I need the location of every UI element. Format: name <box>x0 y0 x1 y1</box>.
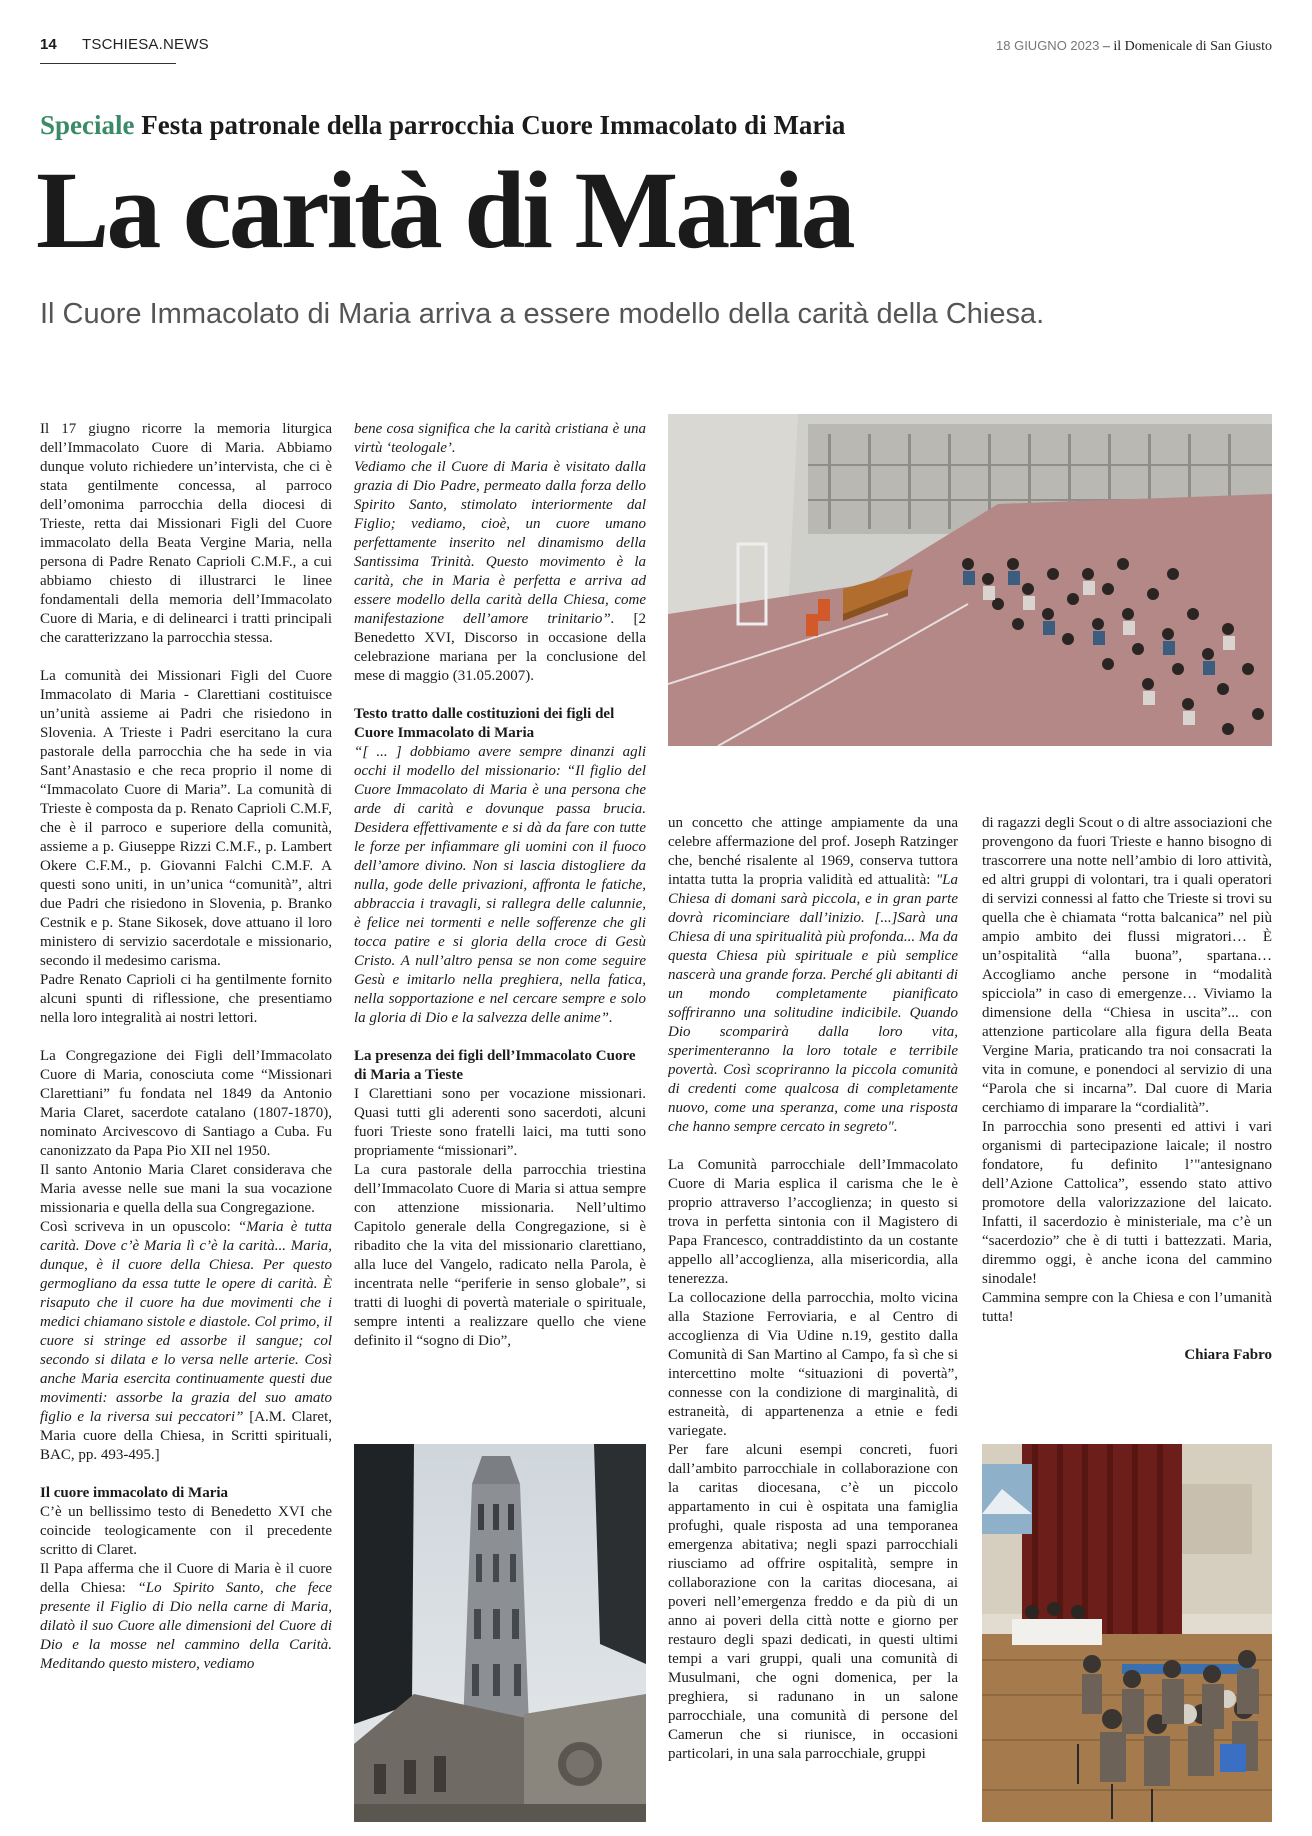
header-rule <box>40 63 176 64</box>
paragraph: La comunità dei Missionari Figli del Cuore Immacolato di Maria - Clarettiani costituisce un’unità assieme ai Padri che risiedono in Slovenia. A Trieste i Padri esercitano la cura pastorale della parrocchia che ha sede in via Sant’Anastasio e che reca proprio il nome di “Immacolato Cuore di Maria”. La comunità di Trieste è composta da p. Renato Caprioli C.M.F, che è il parroco e superiore della comunità, assieme a p. Giuseppe Rizzi C.M.F., p. Lambert Okere C.F.M., p. Giovanni Falchi C.M.F. A questi sono uniti, in un’unica “comunità”, altri due Padri che risiedono in Slovenia, p. Branko Cestnik e p. Stane Sikosek, dove attuano il loro ministero di servizio sacerdotale e missionario, secondo il medesimo carisma. <box>40 668 332 969</box>
column-1 <box>40 420 332 1820</box>
quote: “Lo Spirito Santo, che fece presente il Figlio di Dio nella carne di Maria, dilatò il suo Cuore alle dimensioni del Cuore di Dio e la mosse nel cammino della Carità. Meditando questo mistero, vediamo <box>40 1580 332 1672</box>
article-title: La carità di Maria <box>36 149 853 271</box>
issue-line <box>996 38 1272 55</box>
paragraph: La collocazione della parrocchia, molto vicina alla Stazione Ferroviaria, e al Centro di accoglienza di Via Udine n.19, gestito dalla Comunità di San Martino al Campo, fa sì che si intercettino molte “situazioni di povertà”, connesse con la condizione di marginalità, di estraneità, di appartenenza a etnie e fedi variegate. <box>668 1290 958 1439</box>
kicker <box>40 110 845 141</box>
paragraph: Il 17 giugno ricorre la memoria liturgica dell’Immacolato Cuore di Maria. Abbiamo dunque voluto richiedere un’intervista, che ci è stata gentilmente concessa, al parroco dell’omonima parrocchia della diocesi di Trieste, retta dai Missionari Figli del Cuore immacolato della Beata Vergine Maria, nella persona di Padre Renato Caprioli C.M.F., a cui abbiamo chiesto di illustrarci le linee fondamentali della memoria dell’Immacolato Cuore di Maria, e di delinearci i tratti principali che caratterizzano la parrocchia stessa. <box>40 421 332 646</box>
quote: bene cosa significa che la carità cristiana è una virtù ‘teologale’. <box>354 421 646 456</box>
quote: Vediamo che il Cuore di Maria è visitato dalla grazia di Dio Padre, permeato dalla forza dello Spirito Santo, stimolato interiormente dal Figlio; vediamo, cioè, un cuore umano perfettamente inserito nel dinamismo della Santissima Trinità. Questo movimento è la carità, che in Maria è perfetta e arriva ad essere modello della carità della Chiesa, come manifestazione dell’amore trinitario”. <box>354 459 646 627</box>
column-4 <box>982 814 1272 1414</box>
paragraph: C’è un bellissimo testo di Benedetto XVI che coincide teologicamente con il precedente scritto di Claret. <box>40 1504 332 1558</box>
section-heading: Testo tratto dalle costituzioni dei figli del Cuore Immacolato di Maria <box>354 706 615 741</box>
column-2 <box>354 420 646 1404</box>
author-signature: Chiara Fabro <box>1184 1347 1272 1363</box>
site-name: TSCHIESA.NEWS <box>82 36 209 53</box>
quote: “Maria è tutta carità. Dove c’è Maria lì c’è la carità... Maria, dunque, è il cuore della Chiesa. Per questo germogliano da essa tutte le opere di carità. È risaputo che il cuore ha due movimenti che i medici chiamano sistole e diastole. Col primo, il cuore si stringe ed assorbe il sangue; col secondo si dilata e lo versa nelle arterie. Così anche Maria esercita continuamente questi due movimenti: assorbe la grazia del suo amato figlio e la riversa sui peccatori” <box>40 1219 332 1425</box>
paragraph: di ragazzi degli Scout o di altre associazioni che provengono da fuori Trieste e hanno bisogno di trascorrere una notte nell’ambio di loro attività, ed altri gruppi di volontari, tra i quali operatori di servizi connessi al fatto che Trieste si trovi su quella che è chiamata “rotta balcanica” nel più ampio ambito dei flussi migratori… È un’ospitalità “alla buona”, spartana… Accogliamo anche persone in “modalità spicciola” in caso di emergenze… Viviamo la dimensione della “Chiesa in uscita”... con attenzione particolare alla figura della Beata Vergine Maria, praticando tra noi consacrati la vita in comune, e ponendoci al servizio di una “Parola che si incarna”. Dal cuore di Maria cerchiamo di imparare la “cordialità”. <box>982 815 1272 1116</box>
church-tower-illustration <box>354 1444 646 1822</box>
reference: [2 Benedetto XVI, Discorso in occasione della celebrazione mariana per la conclusione del mese di maggio (31.05.2007). <box>354 611 646 684</box>
paragraph: In parrocchia sono presenti ed attivi i vari organismi di partecipazione laicale; il nostro fondatore, fu definito l’"antesignano dell’Azione Cattolica”, essendo stato attivo promotore della valorizzazione del laicato. Infatti, il sacerdozio è ministeriale, ma c’è un “sacerdozio” che è di tutti i battezzati. Maria, diremmo oggi, è anche icona del cammino sinodale! <box>982 1119 1272 1287</box>
issue-separator: – <box>1099 39 1114 54</box>
paragraph: La cura pastorale della parrocchia triestina dell’Immacolato Cuore di Maria si attua sempre con attenzione missionaria. Nell’ultimo Capitolo generale della Congregazione, si è ribadito che la vita del missionario clarettiano, alla luce del Vangelo, radicato nella Parola, è incentrata nelle “periferie in senso globale”, si tratti di luoghi di povertà materiale o spirituale, sempre intenti a realizzare quello che viene definito il “sogno di Dio”, <box>354 1162 646 1349</box>
kicker-tag: Speciale <box>40 110 135 140</box>
photo-parish-hall <box>982 1444 1272 1822</box>
paragraph: Padre Renato Caprioli ci ha gentilmente fornito alcuni spunti di riflessione, che presentiamo nella loro integralità ai nostri lettori. <box>40 972 332 1026</box>
page-number: 14 <box>40 36 57 53</box>
paragraph <box>40 1218 332 1465</box>
publication-name: il Domenicale di San Giusto <box>1113 39 1272 54</box>
courtyard-illustration <box>668 414 1272 746</box>
paragraph: La Comunità parrocchiale dell’Immacolato Cuore di Maria esplica il carisma che le è proprio attraverso l’accoglienza; in questo si trova in perfetta sintonia con il Magistero di Papa Francesco, contraddistinto da un costante appello all’accoglienza, alla misericordia, alla tenerezza. <box>668 1157 958 1287</box>
section-heading: La presenza dei figli dell’Immacolato Cuore di Maria a Tieste <box>354 1048 636 1083</box>
parish-hall-illustration <box>982 1444 1272 1822</box>
photo-church-tower <box>354 1444 646 1822</box>
article-subtitle: Il Cuore Immacolato di Maria arriva a essere modello della carità della Chiesa. <box>40 298 1045 330</box>
reference: [A.M. Claret, Maria cuore della Chiesa, in Scritti spirituali, BAC, pp. 493-495.] <box>40 1409 332 1463</box>
issue-date: 18 GIUGNO 2023 <box>996 38 1100 53</box>
paragraph: Il santo Antonio Maria Claret considerava che Maria avesse nelle sue mani la sua vocazione missionaria e quella della sua Congregazione. <box>40 1162 332 1216</box>
text-run: Il Papa afferma che il Cuore di Maria è il cuore della Chiesa: <box>40 1561 332 1596</box>
page-header <box>40 36 1272 58</box>
text-run: un concetto che attinge ampiamente da una celebre affermazione del prof. Joseph Ratzinger che, benché risalente al 1969, conserva tuttora intatta tutta la propria validità ed attualità: <box>668 815 958 888</box>
photo-courtyard-gathering <box>668 414 1272 746</box>
paragraph: La Congregazione dei Figli dell’Immacolato Cuore di Maria, conosciuta come “Missionari Clarettiani” fu fondata nel 1849 da Antonio Maria Claret, sacerdote catalano (1807-1870), nominato Arcivescovo di Santiago a Cuba. Fu canonizzato da Papa Pio XII nel 1950. <box>40 1048 332 1159</box>
column-3 <box>668 814 958 1822</box>
section-heading: Il cuore immacolato di Maria <box>40 1485 229 1501</box>
paragraph: I Clarettiani sono per vocazione missionari. Quasi tutti gli aderenti sono sacerdoti, alcuni fuori Trieste sono fratelli laici, ma tutti sono propriamente “missionari”. <box>354 1086 646 1159</box>
paragraph <box>40 1560 332 1674</box>
kicker-text: Festa patronale della parrocchia Cuore Immacolato di Maria <box>141 110 846 140</box>
text-run: Così scriveva in un opuscolo: <box>40 1219 238 1235</box>
paragraph <box>354 458 646 686</box>
quote: "La Chiesa di domani sarà piccola, e in gran parte dovrà ricominciare dall’inizio. [...]Sarà una Chiesa di una spiritualità più profonda... Ma da questa Chiesa più spirituale e più semplice nascerà una grande forza. Perché gli abitanti di un mondo completamente pianificato soffriranno una solitudine indicibile. Quando Dio scomparirà dalla loro vita, sperimenteranno la loro totale e terribile povertà. Così scopriranno la piccola comunità di credenti come qualcosa di completamente nuovo, come una speranza, come una risposta che hanno sempre cercato in segreto". <box>668 872 958 1135</box>
paragraph: Per fare alcuni esempi concreti, fuori dall’ambito parrocchiale in collaborazione con la caritas diocesana, c’è un piccolo appartamento in cui è ospitata una famiglia profughi, quale risposta ad una temporanea emergenza abitativa; negli spazi parrocchiali riusciamo ad offrire ospitalità, sempre in collaborazione con la caritas diocesana, ai poveri nell’emergenza freddo e da più di un anno ai poveri della città notte e giorno per restauro degli spazi dedicati, in questi ultimi tempi a vari gruppi, quali una comunità di Musulmani, che ogni domenica, per la preghiera, si radunano in un salone parrocchiale, una comunità di persone del Camerun che si riunisce, in occasioni particolari, in una sala parrocchiale, gruppi <box>668 1442 958 1762</box>
quote: “[ ... ] dobbiamo avere sempre dinanzi agli occhi il modello del missionario: “Il figlio del Cuore Immacolato di Maria è una persona che arde di carità e dovunque passa brucia. Desidera effettivamente e si dà da fare con tutte le forze per infiammare gli uomini con il fuoco dell’amore divino. Non si lascia distogliere da nulla, gode delle privazioni, affronta le fatiche, abbraccia i travagli, si rallegra delle calunnie, è felice nei tormenti e nelle sofferenze che gli tocca patire e si gloria della croce di Gesù Cristo. A null’altro pensa se non come seguire Gesù e imitarlo nella preghiera, nella fatica, nella sopportazione e nel cercare sempre e solo la gloria di Dio e la salvezza delle anime”. <box>354 744 646 1026</box>
paragraph <box>668 814 958 1137</box>
paragraph: Cammina sempre con la Chiesa e con l’umanità tutta! <box>982 1290 1272 1325</box>
